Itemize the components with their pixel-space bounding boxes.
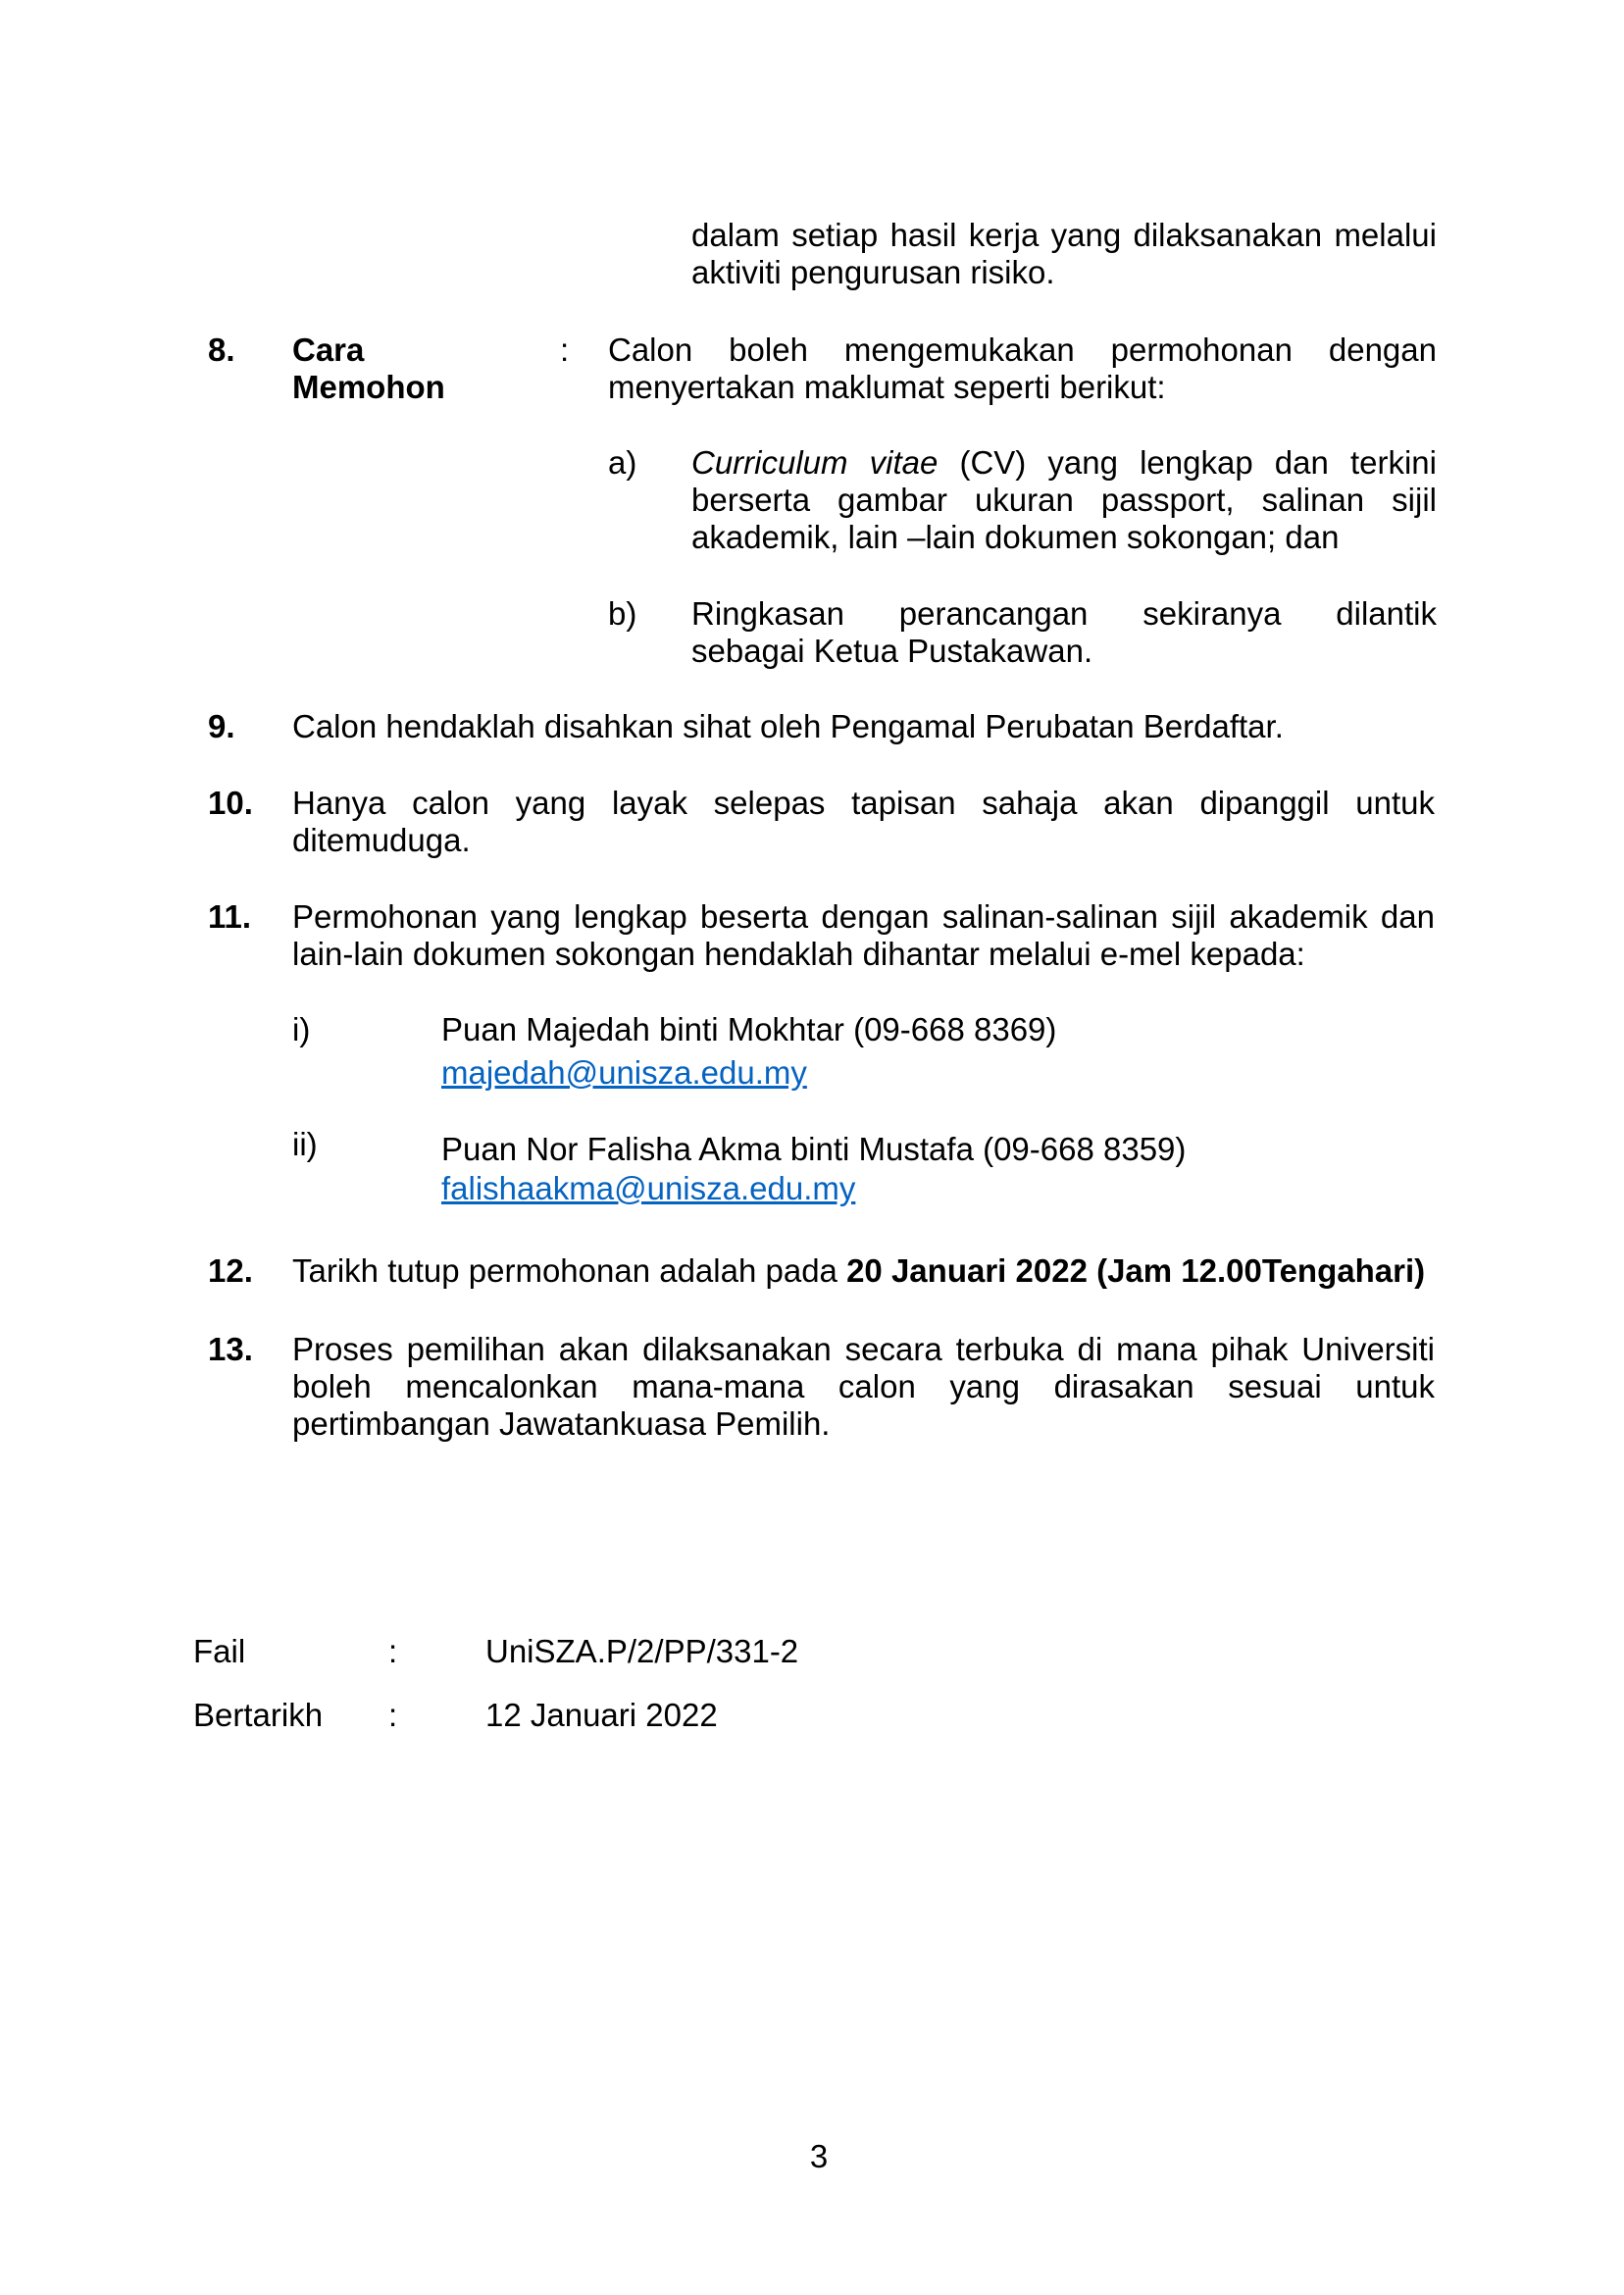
item-8-sub-a-line-3: akademik, lain –lain dokumen sokongan; dan — [691, 519, 1340, 555]
date-value: 12 Januari 2022 — [485, 1697, 718, 1733]
item-8-label-line-1: Cara — [292, 332, 365, 368]
item-8-sub-a-marker: a) — [608, 444, 637, 481]
date-label: Bertarikh — [193, 1697, 324, 1733]
closing-date: 20 Januari 2022 (Jam 12.00Tengahari) — [846, 1252, 1426, 1289]
fail-label: Fail — [193, 1633, 246, 1669]
page-number: 3 — [809, 2138, 829, 2174]
item-12-number: 12. — [208, 1252, 253, 1289]
item-8-intro-line-1: Calon boleh mengemukakan permohonan dengan — [608, 332, 1437, 368]
continuation-line-1: dalam setiap hasil kerja yang dilaksanakan melalui — [691, 217, 1437, 253]
item-13-line-2: boleh mencalonkan mana-mana calon yang dirasakan sesuai untuk — [292, 1368, 1435, 1404]
item-13-line-1: Proses pemilihan akan dilaksanakan secara terbuka di mana pihak Universiti — [292, 1331, 1435, 1367]
item-8-sub-b-marker: b) — [608, 595, 637, 632]
contact-1-email-link[interactable]: majedah@unisza.edu.my — [441, 1054, 807, 1091]
date-colon: : — [388, 1697, 398, 1733]
item-11-line-1: Permohonan yang lengkap beserta dengan salinan-salinan sijil akademik dan — [292, 898, 1435, 935]
item-8-colon: : — [560, 332, 570, 368]
continuation-line-2: aktiviti pengurusan risiko. — [691, 254, 1055, 290]
contact-1-name: Puan Majedah binti Mokhtar (09-668 8369) — [441, 1011, 1057, 1047]
cv-italic-text: Curriculum vitae — [691, 444, 939, 481]
item-10-line-1: Hanya calon yang layak selepas tapisan sahaja akan dipanggil untuk — [292, 785, 1435, 821]
item-11-number: 11. — [208, 898, 252, 935]
item-8-label-line-2: Memohon — [292, 369, 445, 405]
item-13-number: 13. — [208, 1331, 253, 1367]
item-8-sub-b-line-2: sebagai Ketua Pustakawan. — [691, 633, 1093, 669]
contact-2-name: Puan Nor Falisha Akma binti Mustafa (09-668 8359) — [441, 1131, 1187, 1167]
item-8-intro-line-2: menyertakan maklumat seperti berikut: — [608, 369, 1166, 405]
item-8-sub-b-line-1: Ringkasan perancangan sekiranya dilantik — [691, 595, 1437, 632]
fail-colon: : — [388, 1633, 398, 1669]
item-9-text: Calon hendaklah disahkan sihat oleh Pengamal Perubatan Berdaftar. — [292, 708, 1284, 744]
item-8-sub-a-line-2: berserta gambar ukuran passport, salinan sijil — [691, 482, 1437, 518]
item-9-number: 9. — [208, 708, 235, 744]
contact-1-marker: i) — [292, 1011, 311, 1047]
contact-2-marker: ii) — [292, 1126, 318, 1162]
item-12-text — [292, 1252, 1425, 1290]
item-13-line-3: pertimbangan Jawatankuasa Pemilih. — [292, 1405, 831, 1442]
item-10-number: 10. — [208, 785, 253, 821]
item-10-line-2: ditemuduga. — [292, 822, 471, 858]
item-8-number: 8. — [208, 332, 235, 368]
item-11-line-2: lain-lain dokumen sokongan hendaklah dihantar melalui e-mel kepada: — [292, 936, 1305, 972]
item-12-text-normal: Tarikh tutup permohonan adalah pada — [292, 1252, 847, 1289]
item-8-sub-a-line-1 — [691, 444, 1437, 482]
contact-2-email-link[interactable]: falishaakma@unisza.edu.my — [441, 1170, 856, 1206]
item-8-sub-a-line-1-rest: (CV) yang lengkap dan terkini — [959, 444, 1437, 481]
fail-value: UniSZA.P/2/PP/331-2 — [485, 1633, 799, 1669]
